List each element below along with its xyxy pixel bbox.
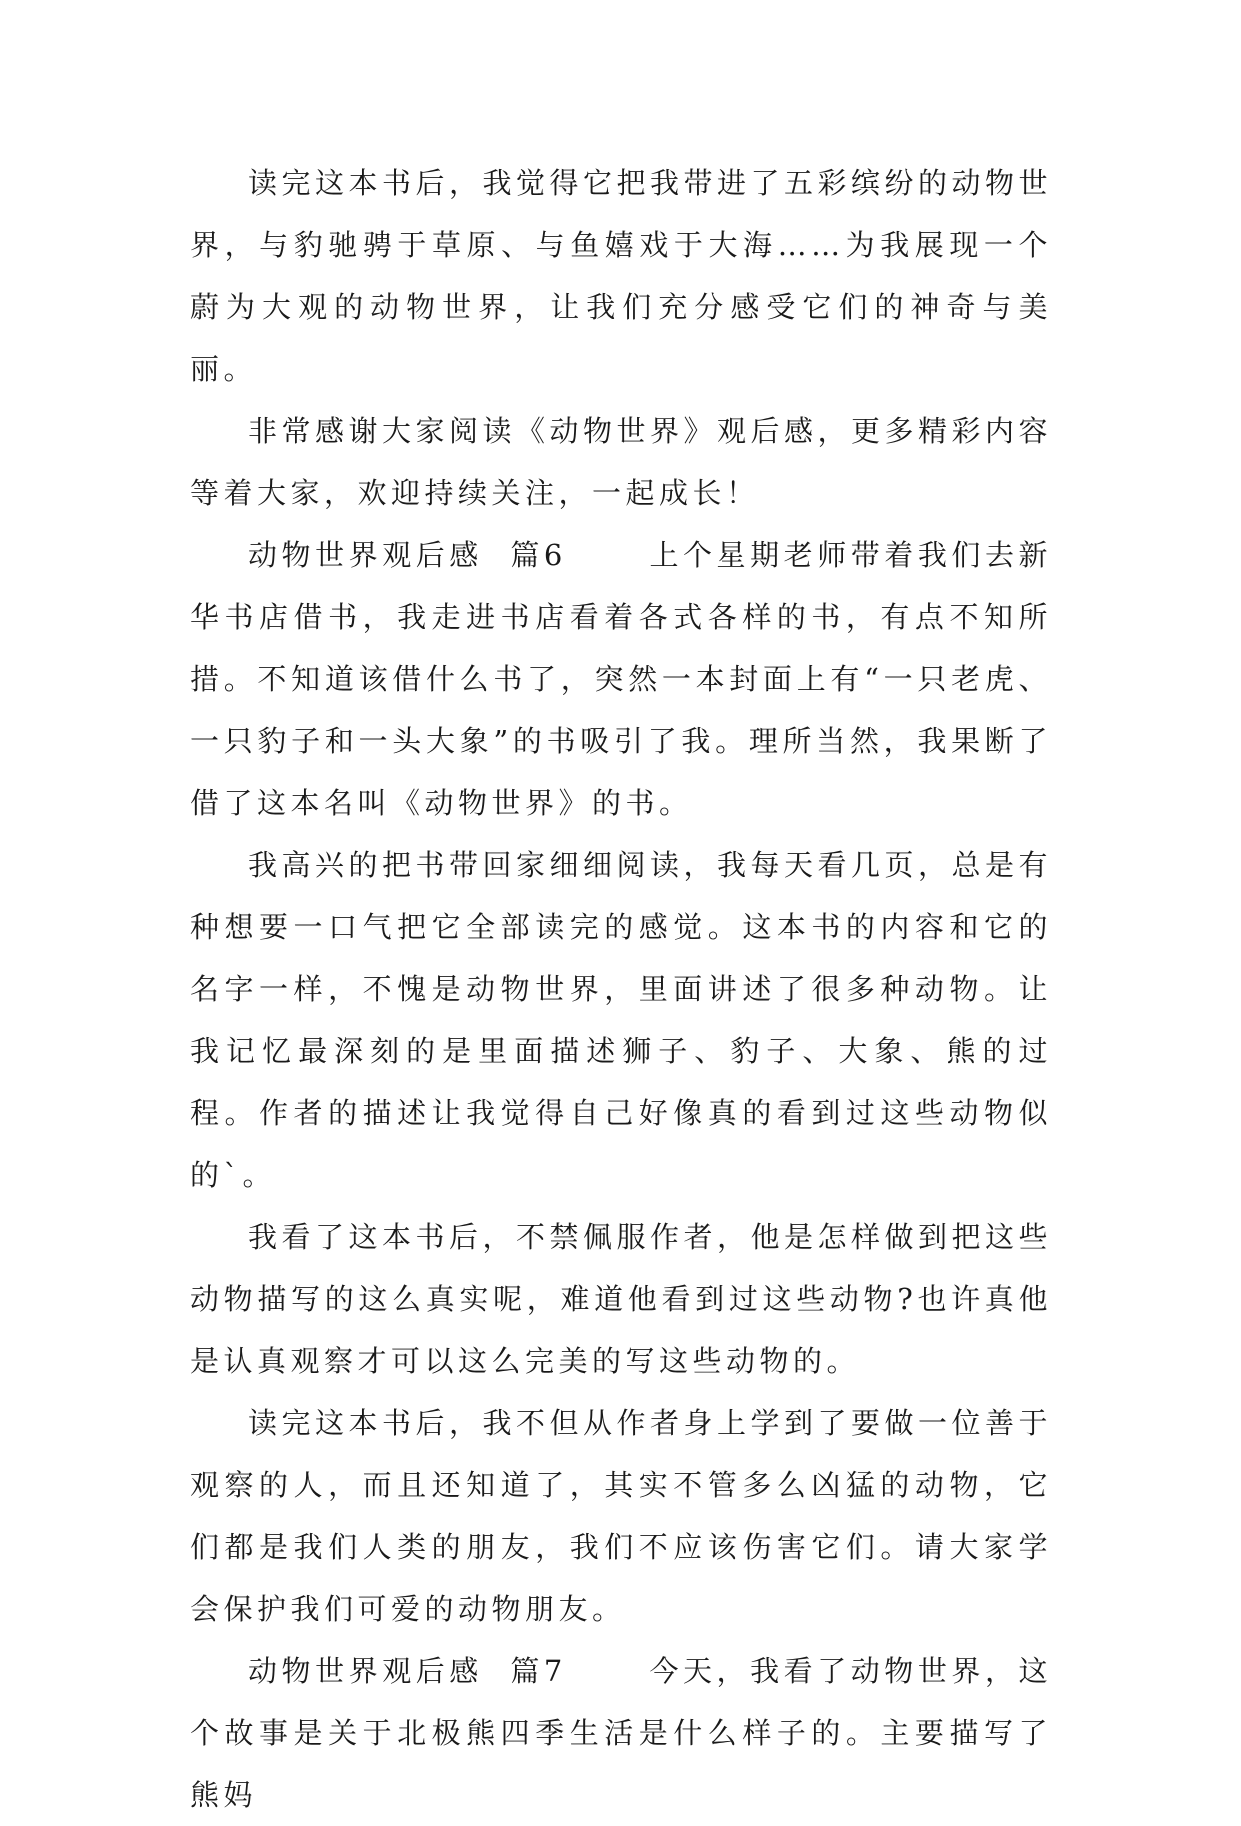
- paragraph-6: 读完这本书后，我不但从作者身上学到了要做一位善于观察的人，而且还知道了，其实不管多么凶猛的动物，它们都是我们人类的朋友，我们不应该伤害它们。请大家学会保护我们可爱的动物朋友。: [190, 1406, 1053, 1626]
- paragraph-5: 我看了这本书后，不禁佩服作者，他是怎样做到把这些动物描写的这么真实呢，难道他看到过这些动物?也许真他是认真观察才可以这么完美的写这些动物的。: [190, 1220, 1053, 1378]
- paragraph-4: 我高兴的把书带回家细细阅读，我每天看几页，总是有种想要一口气把它全部读完的感觉。这本书的内容和它的名字一样，不愧是动物世界，里面讲述了很多种动物。让我记忆最深刻的是里面描述狮子、豹子、大象、熊的过程。作者的描述让我觉得自己好像真的看到过这些动物似的`。: [190, 848, 1053, 1192]
- paragraph-1: 读完这本书后，我觉得它把我带进了五彩缤纷的动物世界，与豹驰骋于草原、与鱼嬉戏于大海……为我展现一个蔚为大观的动物世界，让我们充分感受它们的神奇与美丽。: [190, 166, 1053, 386]
- document-body: [190, 152, 1052, 1826]
- paragraph-7: 动物世界观后感 篇7 今天，我看了动物世界，这个故事是关于北极熊四季生活是什么样子的。主要描写了熊妈: [190, 1654, 1052, 1812]
- paragraph-3: 动物世界观后感 篇6 上个星期老师带着我们去新华书店借书，我走进书店看着各式各样的书，有点不知所措。不知道该借什么书了，突然一本封面上有“一只老虎、一只豹子和一头大象”的书吸引了我。理所当然，我果断了借了这本名叫《动物世界》的书。: [190, 538, 1052, 820]
- paragraph-2: 非常感谢大家阅读《动物世界》观后感，更多精彩内容等着大家，欢迎持续关注，一起成长！: [190, 414, 1053, 510]
